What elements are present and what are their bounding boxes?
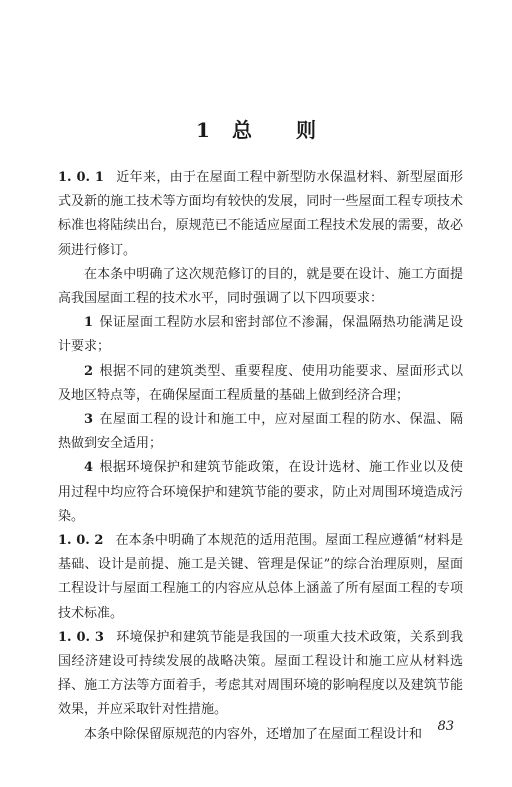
paragraph-text: 在本条中明确了这次规范修订的目的，就是要在设计、施工方面提高我国屋面工程的技术水平，同时强调了以下四项要求： [58, 266, 463, 307]
item-number: 1 [84, 315, 94, 331]
item-text: 根据不同的建筑类型、重要程度、使用功能要求、屋面形式以及地区特点等，在确保屋面工程质量的基础上做到经济合理； [58, 363, 463, 403]
list-item [58, 408, 463, 456]
clause-number: 1. 0. 1 [58, 170, 104, 185]
list-item [58, 456, 463, 529]
paragraph [58, 723, 463, 747]
page-number: 83 [437, 719, 454, 734]
clause-1-0-2 [58, 529, 463, 626]
chapter-title-part2: 则 [295, 118, 316, 142]
list-item [58, 311, 463, 359]
list-item [58, 360, 463, 408]
body-text [58, 166, 463, 747]
clause-text: 近年来，由于在屋面工程中新型防水保温材料、新型屋面形式及新的施工技术等方面均有较快的发展，同时一些屋面工程专项技术标准也将陆续出台，原规范已不能适应屋面工程技术发展的需要，故必须进行修订。 [58, 170, 463, 258]
chapter-title [0, 114, 512, 143]
item-number: 2 [84, 363, 94, 379]
item-number: 3 [84, 412, 94, 428]
item-number: 4 [84, 460, 94, 476]
chapter-title-part1: 总 [231, 118, 252, 142]
clause-text: 在本条中明确了本规范的适用范围。屋面工程应遵循“材料是基础、设计是前提、施工是关键、管理是保证”的综合治理原则，屋面工程设计与屋面工程施工的内容应从总体上涵盖了所有屋面工程的专项技术标准。 [58, 533, 463, 621]
clause-1-0-3 [58, 626, 463, 723]
clause-text: 环境保护和建筑节能是我国的一项重大技术政策，关系到我国经济建设可持续发展的战略决策。屋面工程设计和施工应从材料选择、施工方法等方面着手，考虑其对周围环境的影响程度以及建筑节能效果，并应采取针对性措施。 [58, 629, 463, 718]
item-text: 在屋面工程的设计和施工中，应对屋面工程的防水、保温、隔热做到安全适用； [58, 412, 463, 452]
item-text: 保证屋面工程防水层和密封部位不渗漏，保温隔热功能满足设计要求； [58, 315, 463, 355]
paragraph [58, 263, 463, 311]
chapter-number: 1 [196, 118, 210, 142]
item-text: 根据环境保护和建筑节能政策，在设计选材、施工作业以及使用过程中均应符合环境保护和建筑节能的要求，防止对周围环境造成污染。 [58, 460, 463, 524]
clause-number: 1. 0. 2 [58, 533, 104, 549]
clause-1-0-1 [58, 166, 463, 263]
paragraph-text: 本条中除保留原规范的内容外，还增加了在屋面工程设计和 [84, 726, 423, 742]
clause-number: 1. 0. 3 [58, 629, 104, 645]
